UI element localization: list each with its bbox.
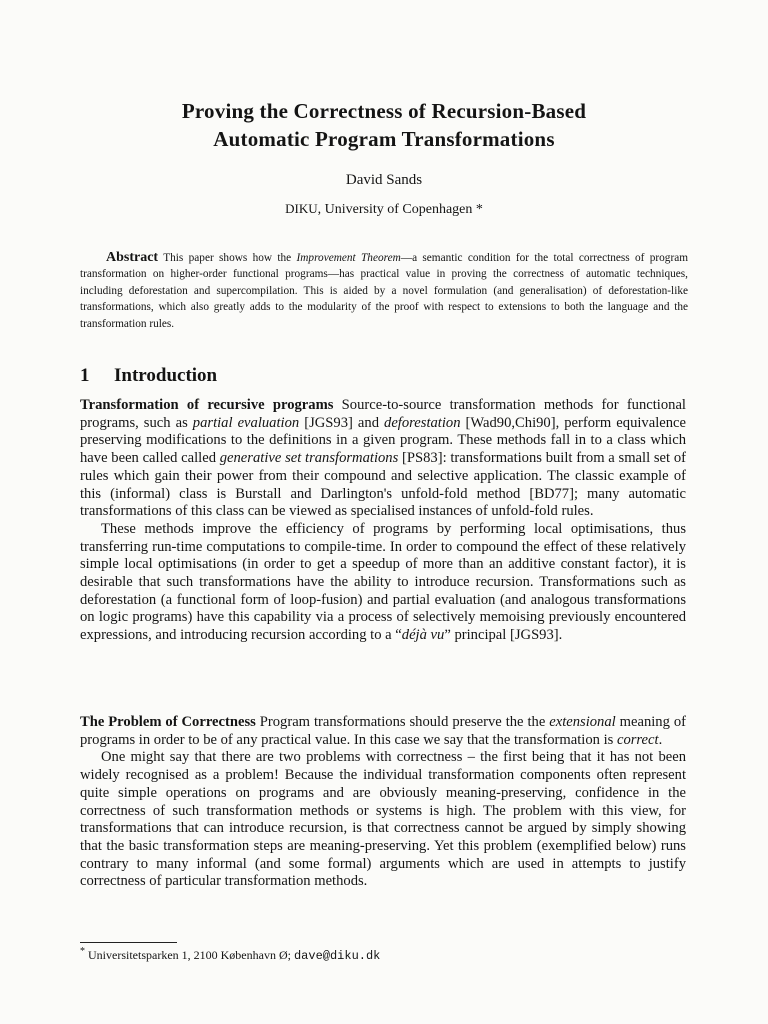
section-number: 1: [80, 365, 90, 386]
para-emphasis: partial evaluation: [192, 414, 300, 431]
affiliation-rest: , University of Copenhagen *: [317, 202, 483, 217]
para-text: [Wad90,Chi90], perform equivalence preserving modifications to the definitions in a given program. These methods fall in to a class which have been called called: [80, 414, 686, 467]
footnote-rule: [80, 942, 177, 943]
run-in-heading: Transformation of recursive programs: [80, 397, 334, 413]
author-name: David Sands: [345, 172, 423, 188]
title-line-1: Proving the Correctness of Recursion-Based: [181, 99, 587, 123]
para-emphasis: generative set transformations: [219, 450, 399, 467]
paragraph-optimisations: [80, 521, 686, 645]
para-text: meaning of programs in order to be of any practical value. In this case we say that the transformation is: [80, 714, 686, 748]
abstract-text-cont: —a semantic condition for the total correctness of program transformation on higher-order functional programs—has practical value in proving the correctness of automatic techniques, including deforestation and supercompilation. This is aided by a novel formulation (and generalisation) of deforestation-like transformations, which also greatly adds to the modularity of the proof with respect to extensions to both the language and the transformation rules.: [80, 252, 689, 330]
affiliation: [60, 201, 708, 218]
para-text: Program transformations should preserve the the: [255, 714, 550, 730]
para-text: Source-to-source transformation methods for functional programs, such as: [80, 397, 686, 431]
para-text: ” principal [JGS93].: [444, 627, 563, 644]
abstract-emphasis: Improvement Theorem: [296, 252, 401, 264]
para-emphasis: déjà vu: [401, 627, 445, 644]
para-text: [JGS93] and: [299, 414, 385, 431]
para-emphasis: deforestation: [384, 414, 461, 431]
title-line-2: Automatic Program Transformations: [213, 127, 555, 151]
body-block-2: [80, 714, 686, 891]
para-text: One might say that there are two problems with correctness – the first being that it has not been widely recognised as a problem! Because the individual transformation components often represent quite simple operations on programs and are obviously meaning-preserving, confidence in the correctness of such transformation methods or systems is high. The problem with this view, for transformations that can introduce recursion, is that correctness cannot be argued by simply showing that the basic transformation steps are meaning-preserving. Yet this problem (exemplified below) runs contrary to many informal (and some formal) arguments which are used in attempts to justify correctness of particular transformation methods.: [80, 749, 686, 890]
section-heading: [80, 365, 217, 387]
abstract-text: This paper shows how the: [158, 252, 297, 264]
section-title: Introduction: [114, 365, 218, 386]
affiliation-dept: DIKU: [285, 201, 318, 216]
body-block-1: [80, 397, 686, 645]
abstract: [80, 250, 688, 332]
paragraph-correctness: [80, 714, 686, 749]
abstract-heading: Abstract: [106, 250, 159, 265]
para-text: These methods improve the efficiency of programs by performing local optimisations, thus transferring run-time computations to compile-time. In order to compound the effect of these relatively simple local optimisations (in order to get a speedup of more than an additive constant factor), it is desirable that such transformations have the ability to introduce recursion. Transformations such as deforestation (a functional form of loop-fusion) and partial evaluation (and analogous transformations on logic programs) have this capability via a process of selectively memoising previously encountered expressions, and introducing recursion according to a “: [80, 520, 686, 644]
para-text: [PS83]: transformations built from a small set of rules which gain their power from their compound and selective application. The classic example of this (informal) class is Burstall and Darlington's unfold-fold method [BD77]; many automatic transformations of this class can be viewed as specialised instances of unfold-fold rules.: [80, 450, 686, 520]
para-text: .: [658, 731, 663, 748]
footnote-email[interactable]: dave@diku.dk: [293, 949, 381, 963]
footnote-mark: *: [80, 946, 85, 957]
paragraph-recursive-programs: [80, 397, 686, 521]
paper-title: [60, 97, 708, 153]
paragraph-two-problems: [80, 749, 686, 891]
para-emphasis: extensional: [549, 714, 616, 730]
para-emphasis: correct: [616, 731, 659, 748]
footnote: [80, 946, 686, 963]
footnote-text: Universitetsparken 1, 2100 København Ø;: [85, 948, 294, 962]
run-in-heading: The Problem of Correctness: [80, 714, 256, 730]
